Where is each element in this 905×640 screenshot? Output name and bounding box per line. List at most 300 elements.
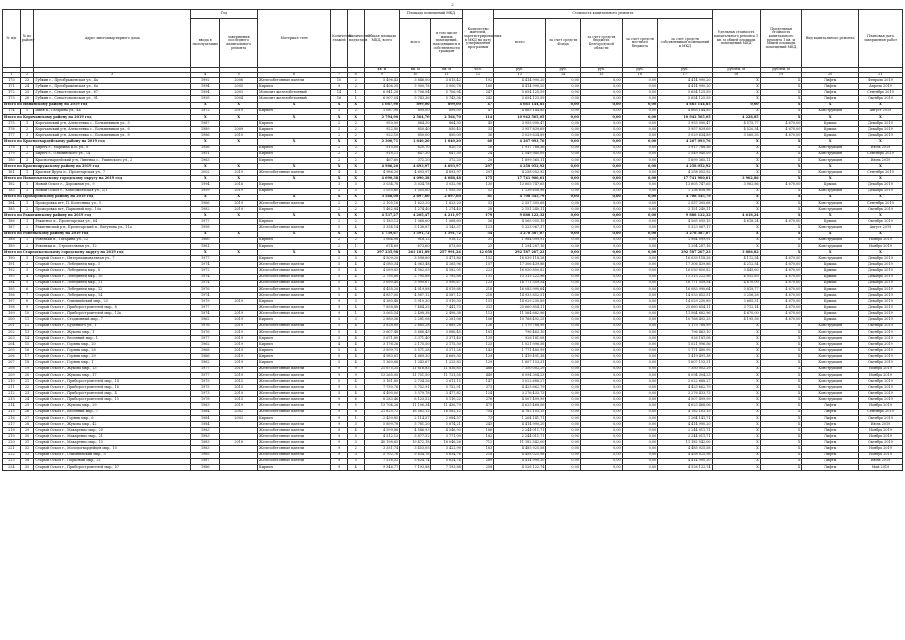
table-cell: X xyxy=(712,415,760,421)
table-cell: X xyxy=(760,378,802,384)
table-cell: X xyxy=(712,354,760,360)
table-cell: Железобетонные панели xyxy=(258,434,331,440)
table-cell: 1985 xyxy=(191,452,220,458)
column-number: 19 xyxy=(760,73,802,78)
table-cell: 2 795,88 xyxy=(364,274,400,280)
table-cell: 5 781,20 xyxy=(400,421,431,427)
table-cell: 0,00 xyxy=(546,243,580,249)
table-cell: 3 957 839,69 xyxy=(658,127,712,133)
table-cell: 1977 xyxy=(191,335,220,341)
table-cell: 3 568,00 xyxy=(364,194,400,200)
table-cell: 247 xyxy=(462,90,493,96)
table-cell: X xyxy=(802,114,858,120)
table-cell: Сентябрь 2019 xyxy=(858,200,902,206)
table-cell: Железобетонные панели xyxy=(258,440,331,446)
table-cell: 220 xyxy=(3,440,21,446)
table-cell: X xyxy=(760,249,802,255)
table-cell: 4 267 093,76 xyxy=(494,139,546,145)
table-cell: 13 315 222,96 xyxy=(658,274,712,280)
table-cell: 5 xyxy=(331,262,348,268)
table-cell: Новый Оскол г., Дорожная ул., 9 xyxy=(34,182,191,188)
table-cell: X xyxy=(220,231,258,237)
table-cell: 5 654 125,59 xyxy=(494,90,546,96)
table-cell: X xyxy=(347,114,364,120)
table-cell: 0,00 xyxy=(622,219,658,225)
table-cell: 192 xyxy=(462,78,493,84)
table-cell: X xyxy=(220,249,258,255)
table-cell: 25 xyxy=(20,403,34,409)
table-cell: 2019 xyxy=(220,329,258,335)
table-cell: 4 526 122,74 xyxy=(658,464,712,470)
table-cell: 0,00 xyxy=(546,391,580,397)
table-cell: 1 xyxy=(20,108,34,114)
table-cell: 333 xyxy=(462,305,493,311)
table-cell: Старый Оскол г., Горняк мкр., 6 xyxy=(34,415,191,421)
table-cell: 2019 xyxy=(220,391,258,397)
table-cell: 5 xyxy=(331,335,348,341)
table-cell: Корочанский р-н, Алексеевка с., Большевиков ул., 5 xyxy=(34,120,191,126)
table-cell: Кирпич xyxy=(258,206,331,212)
table-cell: 172 xyxy=(3,90,21,96)
table-cell: 2 114,57 xyxy=(400,415,431,421)
table-cell: Август 2019 xyxy=(858,108,902,114)
table-cell: Сентябрь 2019 xyxy=(858,90,902,96)
table-cell: Кирпич xyxy=(258,256,331,262)
table-cell: X xyxy=(858,114,902,120)
table-cell: Старый Оскол г., Горняк мкр., 1 xyxy=(34,360,191,366)
table-cell: 4 565 055,15 xyxy=(494,219,546,225)
table-cell: 0,00 xyxy=(622,176,658,182)
table-cell: Прохоровка пгт, П. Колесника ул., 5 xyxy=(34,200,191,206)
table-cell: 32 xyxy=(20,446,34,452)
table-cell: 899,00 xyxy=(431,108,462,114)
table-cell: 4 509,20 xyxy=(364,256,400,262)
table-cell: 0,00 xyxy=(546,219,580,225)
table-cell: 7 350 002,29 xyxy=(494,366,546,372)
table-cell: 2005 xyxy=(220,84,258,90)
table-cell: 9 xyxy=(331,452,348,458)
table-cell: Ровеньки п., Гагарина ул., 12 xyxy=(34,237,191,243)
table-cell: 23 xyxy=(20,391,34,397)
table-cell: Кирпич xyxy=(258,133,331,139)
table-cell: 2 557 305,68 xyxy=(658,200,712,206)
table-cell: 3 828,00 xyxy=(364,323,400,329)
table-cell: X xyxy=(760,145,802,151)
table-cell: Октябрь 2019 xyxy=(858,348,902,354)
table-cell: 5 xyxy=(331,360,348,366)
table-cell: X xyxy=(858,176,902,182)
header-cell: всего xyxy=(494,19,546,68)
table-cell: 4 019,88 xyxy=(400,286,431,292)
table-cell: 0,00 xyxy=(622,213,658,219)
table-cell: 2 xyxy=(347,145,364,151)
table-cell: 5 743,36 xyxy=(400,96,431,102)
table-cell: Октябрь 2019 xyxy=(858,323,902,329)
table-cell: 1 xyxy=(347,90,364,96)
table-cell: 0,00 xyxy=(546,299,580,305)
table-cell: Крыша xyxy=(802,182,858,188)
table-cell: 0,00 xyxy=(580,108,622,114)
table-cell: 0,00 xyxy=(546,249,580,255)
table-cell: 9 888 122,32 xyxy=(658,213,712,219)
table-cell: X xyxy=(760,151,802,157)
table-cell: Ноябрь 2019 xyxy=(858,237,902,243)
table-cell: 0,00 xyxy=(580,428,622,434)
table-cell: Железобетонные панели xyxy=(258,403,331,409)
header-cell: Количество этажей xyxy=(331,10,348,68)
subtotal-label: Итого по Прохоровскому району на 2019 год xyxy=(3,194,191,200)
header-cell: № п/п xyxy=(3,10,21,68)
table-cell: 8 xyxy=(20,299,34,305)
table-cell: 16 039 118,28 xyxy=(494,256,546,262)
table-cell: 1 179 788,99 xyxy=(494,323,546,329)
table-cell: Железобетонные панели xyxy=(258,292,331,298)
table-cell: X xyxy=(712,372,760,378)
column-number: 9 xyxy=(364,73,400,78)
table-cell: Красная Яруга п., Пролетарская ул., 7 xyxy=(34,170,191,176)
table-cell: X xyxy=(712,90,760,96)
table-cell: 16 xyxy=(331,96,348,102)
table-cell: Железобетонные панели xyxy=(258,378,331,384)
table-cell: 3 354,14 xyxy=(364,225,400,231)
table-cell: 9 xyxy=(331,415,348,421)
table-cell: Старый Оскол г., Весенний мкр., 7 xyxy=(34,409,191,415)
table-cell: X xyxy=(760,403,802,409)
table-cell: 1994 xyxy=(191,84,220,90)
table-cell: 0,00 xyxy=(580,127,622,133)
table-cell: 7 350 002,29 xyxy=(658,366,712,372)
table-cell: X xyxy=(331,163,348,169)
table-cell: X xyxy=(760,96,802,102)
table-cell: 2 885,28 xyxy=(431,323,462,329)
table-cell: Крыша xyxy=(802,219,858,225)
table-cell: 0,00 xyxy=(622,182,658,188)
column-number: 3 xyxy=(34,73,191,78)
table-cell: 0,00 xyxy=(580,446,622,452)
table-cell xyxy=(220,464,258,470)
table-cell: Сентябрь 2019 xyxy=(858,409,902,415)
table-cell: 3 065,54 xyxy=(364,311,400,317)
table-cell: 0,00 xyxy=(712,102,760,108)
table-cell: 2 300,71 xyxy=(364,139,400,145)
table-cell: X xyxy=(760,157,802,163)
table-cell: 16 050 850,82 xyxy=(494,268,546,274)
table-cell: X xyxy=(760,421,802,427)
table-cell: Железобетонные панели xyxy=(258,421,331,427)
table-cell: Бирюч г., Марьина В.В. ул., 8 xyxy=(34,145,191,151)
table-cell: 4 414 990,20 xyxy=(658,421,712,427)
table-cell: 1 591,72 xyxy=(400,231,431,237)
table-cell: 3 990,67 xyxy=(400,280,431,286)
table-cell: 0,00 xyxy=(622,421,658,427)
table-cell: 4 455,20 xyxy=(364,286,400,292)
table-cell: 26 xyxy=(20,96,34,102)
table-cell: 24 xyxy=(20,84,34,90)
table-cell: 3 351,74 xyxy=(364,446,400,452)
table-cell: 4 258 052,92 xyxy=(658,163,712,169)
table-cell: 5 654 125,59 xyxy=(658,90,712,96)
table-cell: 0,00 xyxy=(580,329,622,335)
table-cell: 0,00 xyxy=(546,194,580,200)
table-cell: 9 xyxy=(331,464,348,470)
table-cell: 0,00 xyxy=(622,458,658,464)
table-cell: 196 xyxy=(3,292,21,298)
table-cell: 1979 xyxy=(191,299,220,305)
table-cell: Кирпич xyxy=(258,157,331,163)
table-cell: X xyxy=(712,188,760,194)
table-cell: 1963 xyxy=(191,157,220,163)
table-cell: 3 xyxy=(347,421,364,427)
table-cell: 9 xyxy=(331,372,348,378)
table-cell: 1978 xyxy=(191,397,220,403)
table-cell: 16 050 850,82 xyxy=(658,268,712,274)
table-cell: 181 xyxy=(462,329,493,335)
table-cell: X xyxy=(258,139,331,145)
table-cell: 4 xyxy=(347,348,364,354)
table-cell: 0,00 xyxy=(546,280,580,286)
table-cell: 4 670,00 xyxy=(760,280,802,286)
table-row xyxy=(3,464,903,470)
table-cell: 130 xyxy=(462,182,493,188)
table-cell: 4 205,47 xyxy=(400,213,431,219)
table-cell: 10 xyxy=(331,78,348,84)
table-cell: Декабрь 2019 xyxy=(858,299,902,305)
table-cell: Лифты xyxy=(802,403,858,409)
table-cell: X xyxy=(858,249,902,255)
table-cell: 2 xyxy=(347,151,364,157)
table-cell: 0,00 xyxy=(546,360,580,366)
table-cell: 1 591,72 xyxy=(431,231,462,237)
table-cell: 4 782 103,15 xyxy=(658,409,712,415)
table-cell: 1974 xyxy=(191,311,220,317)
table-cell: 4 414 990,20 xyxy=(494,84,546,90)
table-cell: X xyxy=(258,102,331,108)
table-cell: 1960 xyxy=(191,237,220,243)
table-cell: Старый Оскол г., Горняк мкр., 28 xyxy=(34,348,191,354)
table-cell: Конструкция xyxy=(802,372,858,378)
table-cell: 1 771 480,99 xyxy=(658,348,712,354)
table-cell: 21 xyxy=(20,378,34,384)
table-cell: 0,00 xyxy=(546,366,580,372)
table-cell: Железобетонные панели xyxy=(258,391,331,397)
table-cell: 0,00 xyxy=(622,139,658,145)
table-cell: 4 693,97 xyxy=(431,170,462,176)
table-cell: 3 371,40 xyxy=(400,335,431,341)
table-cell: 213 xyxy=(3,397,21,403)
table-cell: X xyxy=(258,249,331,255)
table-cell: 4 xyxy=(347,464,364,470)
table-cell: 0,00 xyxy=(546,446,580,452)
table-cell: X xyxy=(347,163,364,169)
unit-cell: руб. xyxy=(546,68,580,73)
table-cell: 3 136,87 xyxy=(400,225,431,231)
table-cell: 1 xyxy=(20,145,34,151)
table-cell: Октябрь 2019 xyxy=(858,206,902,212)
table-cell: 3 886,82 xyxy=(712,249,760,255)
table-cell: 3 877,52 xyxy=(400,434,431,440)
table-cell: Ноябрь 2019 xyxy=(858,403,902,409)
table-cell: Лифты xyxy=(802,96,858,102)
table-cell: 177 xyxy=(3,133,21,139)
table-cell: 7 516,32 xyxy=(364,458,400,464)
table-cell: Крыша xyxy=(802,292,858,298)
table-cell: 139 xyxy=(462,335,493,341)
table-cell: 1 xyxy=(347,415,364,421)
table-cell: 0,00 xyxy=(546,237,580,243)
table-cell: 7 xyxy=(20,292,34,298)
table-cell: 1962 xyxy=(191,342,220,348)
table-cell: 0,00 xyxy=(580,170,622,176)
table-cell: 0,00 xyxy=(622,108,658,114)
table-cell: 0,00 xyxy=(546,409,580,415)
table-cell: Октябрь 2019 xyxy=(858,415,902,421)
table-cell: 7 484,35 xyxy=(400,305,431,311)
table-cell: Декабрь 2019 xyxy=(858,286,902,292)
table-cell: 3 690,40 xyxy=(364,280,400,286)
table-cell: 9 xyxy=(20,305,34,311)
table-cell: 4 xyxy=(347,274,364,280)
table-cell: 2 244 011,71 xyxy=(658,434,712,440)
table-cell: 3 278 387,07 xyxy=(658,231,712,237)
table-cell: 0,00 xyxy=(546,440,580,446)
table-cell: 0,00 xyxy=(580,292,622,298)
table-cell: 1 623,20 xyxy=(400,200,431,206)
table-cell: 0,00 xyxy=(546,464,580,470)
table-cell: 0,00 xyxy=(622,78,658,84)
table-cell: Конструкция xyxy=(802,335,858,341)
table-cell: 674,69 xyxy=(364,243,400,249)
unit-cell: руб. xyxy=(494,68,546,73)
table-cell: 0,00 xyxy=(546,378,580,384)
table-cell: 9 xyxy=(331,403,348,409)
column-number: 13 xyxy=(494,73,546,78)
table-cell: 16 xyxy=(20,348,34,354)
table-cell: 4 670,00 xyxy=(760,286,802,292)
header-cell: всего xyxy=(400,19,431,68)
table-cell: Октябрь 2019 xyxy=(858,440,902,446)
table-cell: 8 xyxy=(347,409,364,415)
table-cell: Конструкция xyxy=(802,225,858,231)
table-cell: Железобетонные панели xyxy=(258,428,331,434)
table-cell: 4 228,85 xyxy=(712,114,760,120)
table-cell: 4 618,24 xyxy=(712,219,760,225)
table-cell: 864,30 xyxy=(400,120,431,126)
table-cell: 0,00 xyxy=(622,403,658,409)
table-cell: Ровеньки п., Строительная ул., 12 xyxy=(34,243,191,249)
table-cell: 0,00 xyxy=(580,249,622,255)
subtotal-label: Итого по Ракитянскому району на 2019 год xyxy=(3,213,191,219)
table-cell: 15 xyxy=(20,342,34,348)
table-cell: 1 274,40 xyxy=(431,206,462,212)
table-cell: X xyxy=(760,434,802,440)
table-cell: 35 xyxy=(20,464,34,470)
table-cell: 186 xyxy=(3,219,21,225)
table-cell: 1 xyxy=(347,311,364,317)
table-cell: 3 029 634,89 xyxy=(494,133,546,139)
table-cell: 3 571,28 xyxy=(400,348,431,354)
table-cell: Октябрь 2019 xyxy=(858,329,902,335)
table-cell: 8 283,46 xyxy=(364,397,400,403)
table-cell: 4 552,65 xyxy=(712,274,760,280)
table-cell: 2019 xyxy=(220,403,258,409)
table-cell: 2 xyxy=(331,108,348,114)
table-cell: 125 xyxy=(462,280,493,286)
table-cell: 4 019,88 xyxy=(431,286,462,292)
table-cell: Октябрь 2019 xyxy=(858,219,902,225)
table-cell: Ракитное п., Пролетарская ул., 64 xyxy=(34,219,191,225)
table-cell: 0,00 xyxy=(580,360,622,366)
table-cell: 14 029 230,89 xyxy=(494,299,546,305)
table-cell: 3 900,78 xyxy=(400,84,431,90)
table-cell: 2 xyxy=(20,262,34,268)
table-cell: 14 029 230,89 xyxy=(658,299,712,305)
table-cell: 0,00 xyxy=(546,372,580,378)
table-cell: X xyxy=(191,231,220,237)
table-cell: 0,00 xyxy=(622,243,658,249)
table-cell: Кирпич xyxy=(258,342,331,348)
table-cell: Железобетонные панели xyxy=(258,268,331,274)
table-cell: 25 660 854,11 xyxy=(658,305,712,311)
table-cell: X xyxy=(712,434,760,440)
table-cell: 0,00 xyxy=(546,139,580,145)
table-cell: Октябрь 2019 xyxy=(858,335,902,341)
table-cell: X xyxy=(258,176,331,182)
table-cell: X xyxy=(760,397,802,403)
table-cell: 191 xyxy=(3,262,21,268)
table-cell: 0,00 xyxy=(580,299,622,305)
table-cell: X xyxy=(760,213,802,219)
table-cell: 27 xyxy=(20,415,34,421)
table-cell: 10 942 565,05 xyxy=(658,114,712,120)
table-cell: X xyxy=(760,391,802,397)
table-cell: 223 xyxy=(462,268,493,274)
column-number: 14 xyxy=(546,73,580,78)
table-cell: Конструкция xyxy=(802,366,858,372)
table-cell: X xyxy=(331,213,348,219)
table-cell: Февраль 2019 xyxy=(858,78,902,84)
table-cell: 0,00 xyxy=(622,120,658,126)
header-cell: Материал стен xyxy=(258,10,331,68)
header-cell: Площадь помещений МКД xyxy=(400,10,463,19)
header-cell: Общая площадь МКД, всего xyxy=(364,10,400,68)
table-cell: 0,00 xyxy=(546,421,580,427)
table-cell: 2 xyxy=(331,206,348,212)
table-cell: 0,00 xyxy=(580,372,622,378)
table-cell: 0,00 xyxy=(580,219,622,225)
table-cell: 0,00 xyxy=(546,206,580,212)
table-cell: Железобетонные панели xyxy=(258,78,331,84)
table-cell: 2 xyxy=(347,108,364,114)
table-cell: 7 750,76 xyxy=(364,385,400,391)
table-cell: 4 582,05 xyxy=(400,268,431,274)
table-cell: X xyxy=(760,372,802,378)
table-cell: 1983 xyxy=(191,440,220,446)
table-cell: 194 xyxy=(3,280,21,286)
table-cell: 1966 xyxy=(191,200,220,206)
table-cell: 1 623,20 xyxy=(431,200,462,206)
table-cell: 1983 xyxy=(191,434,220,440)
table-cell: X xyxy=(712,84,760,90)
table-cell: Лифты xyxy=(802,409,858,415)
table-cell: 1975 xyxy=(191,385,220,391)
table-cell: 2 xyxy=(331,157,348,163)
table-cell: X xyxy=(802,231,858,237)
table-cell: 0,00 xyxy=(622,366,658,372)
table-cell: X xyxy=(858,194,902,200)
table-cell: Губкин г., Севастопольская ул., 87 xyxy=(34,90,191,96)
table-cell: Конструкция xyxy=(802,206,858,212)
table-cell: 3 686,45 xyxy=(431,329,462,335)
